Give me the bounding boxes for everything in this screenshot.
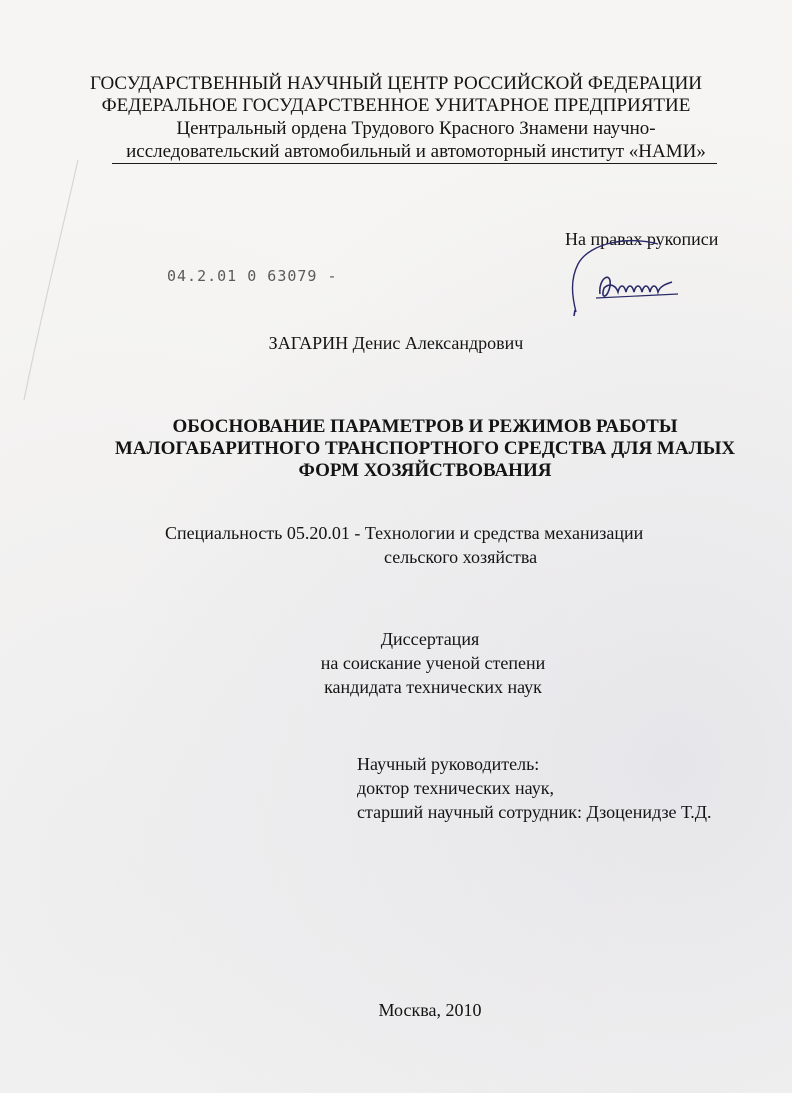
city-year: Москва, 2010 bbox=[378, 1000, 482, 1020]
archive-stamp-number: 04.2.01 0 63079 - bbox=[167, 267, 338, 285]
specialty-line-1: Специальность 05.20.01 - Технологии и средства механизации bbox=[165, 523, 644, 543]
header-line-3: Центральный ордена Трудового Красного Знамени научно- bbox=[176, 118, 656, 139]
title-line-1: ОБОСНОВАНИЕ ПАРАМЕТРОВ И РЕЖИМОВ РАБОТЫ bbox=[172, 416, 678, 437]
signature-image bbox=[560, 238, 690, 318]
supervisor-line-2: доктор технических наук, bbox=[357, 778, 554, 798]
header-divider bbox=[112, 163, 717, 164]
degree-line-1: Диссертация bbox=[380, 629, 480, 649]
header-line-1: ГОСУДАРСТВЕННЫЙ НАУЧНЫЙ ЦЕНТР РОССИЙСКОЙ ФЕДЕРАЦИИ bbox=[89, 73, 703, 94]
degree-line-3: кандидата технических наук bbox=[324, 677, 542, 697]
specialty-block bbox=[165, 521, 643, 569]
manuscript-note: На правах рукописи bbox=[565, 229, 719, 249]
title-line-3: ФОРМ ХОЗЯЙСТВОВАНИЯ bbox=[298, 460, 552, 481]
supervisor-block bbox=[357, 752, 712, 824]
supervisor-line-1: Научный руководитель: bbox=[357, 754, 540, 774]
dissertation-title bbox=[100, 416, 750, 482]
author-name: ЗАГАРИН Денис Александрович bbox=[268, 333, 524, 353]
degree-line-2: на соискание ученой степени bbox=[320, 653, 546, 673]
scan-artifact-line bbox=[20, 150, 80, 410]
specialty-line-2: сельского хозяйства bbox=[384, 547, 538, 567]
degree-block bbox=[0, 627, 792, 699]
header-line-4: исследовательский автомобильный и автомоторный институт «НАМИ» bbox=[126, 141, 706, 162]
header-line-2: ФЕДЕРАЛЬНОЕ ГОСУДАРСТВЕННОЕ УНИТАРНОЕ ПРЕДПРИЯТИЕ bbox=[101, 95, 691, 116]
title-line-2: МАЛОГАБАРИТНОГО ТРАНСПОРТНОГО СРЕДСТВА ДЛЯ МАЛЫХ bbox=[114, 438, 736, 459]
supervisor-line-3: старший научный сотрудник: Дзоценидзе Т.Д. bbox=[357, 802, 712, 822]
